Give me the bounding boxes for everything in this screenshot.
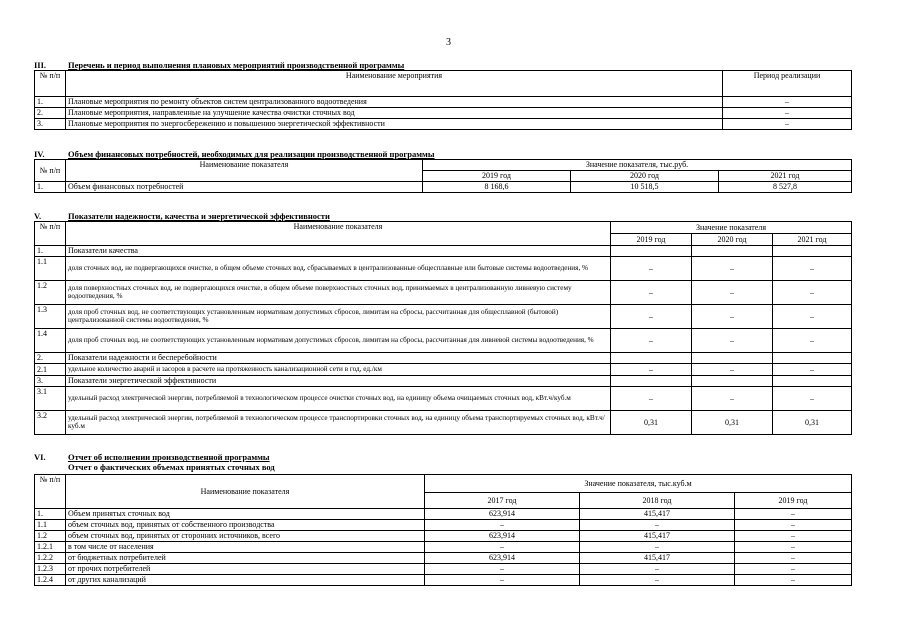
section-4-heading — [34, 149, 852, 159]
section-4 — [34, 149, 852, 193]
year-header: 2019 год — [423, 171, 571, 182]
table-row: 1.2.4 от других канализаций – – – — [35, 575, 852, 586]
col-header-num: № п/п — [35, 475, 66, 509]
col-header-num: № п/п — [35, 71, 66, 97]
section-subtitle: Отчет о фактических объемах принятых сточных вод — [68, 462, 275, 472]
indicators-table — [34, 221, 852, 435]
year-header: 2019 год — [735, 493, 852, 509]
table-row: 1. Плановые мероприятия по ремонту объектов систем централизованного водоотведения – — [35, 97, 852, 108]
financial-needs-table — [34, 159, 852, 193]
col-header-period: Период реализации — [723, 71, 852, 97]
col-header-num: № п/п — [35, 222, 66, 246]
section-title: Объем финансовых потребностей, необходимых для реализации производственной программы — [68, 149, 435, 159]
col-header-name: Наименование показателя — [66, 160, 423, 182]
group-row: 1. Показатели качества — [35, 246, 852, 257]
table-row: 1.2.2 от бюджетных потребителей 623,914 415,417 – — [35, 553, 852, 564]
section-6 — [34, 452, 852, 586]
group-row: 2. Показатели надежности и бесперебойности — [35, 353, 852, 364]
section-title: Отчет об исполнении производственной программы — [68, 452, 270, 462]
section-number: VI. — [34, 452, 46, 462]
table-row: 3. Плановые мероприятия по энергосбережению и повышению энергетической эффективности – — [35, 119, 852, 130]
year-header: 2020 год — [571, 171, 719, 182]
table-row: 1. Объем принятых сточных вод 623,914 415,417 – — [35, 509, 852, 520]
year-header: 2020 год — [692, 234, 773, 246]
section-title: Перечень и период выполнения плановых мероприятий производственной программы — [68, 60, 405, 70]
year-header: 2019 год — [611, 234, 692, 246]
table-row: 3.2 удельный расход электрической энергии, потребляемой в технологическом процессе транспортировки сточных вод, на единицу объема транспортируемых сточных вод, кВт.ч/куб.м 0,31 0,31 0,31 — [35, 411, 852, 435]
col-header-num: № п/п — [35, 160, 66, 182]
col-header-name: Наименование мероприятия — [66, 71, 723, 97]
col-header-value: Значение показателя — [611, 222, 852, 234]
table-row: 3.1 удельный расход электрической энергии, потребляемой в технологическом процессе очистки сточных вод, на единицу объема очищаемых сточных вод, кВт.ч/куб.м – – – — [35, 387, 852, 411]
page-number: 3 — [446, 37, 451, 48]
year-header: 2021 год — [773, 234, 852, 246]
table-row: 1.2.1 в том числе от населения – – – — [35, 542, 852, 553]
table-row: 2.1 удельное количество аварий и засоров в расчете на протяженность канализационной сети в год, ед./км – – – — [35, 364, 852, 376]
accepted-wastewater-table — [34, 474, 852, 586]
col-header-name: Наименование показателя — [66, 222, 611, 246]
planned-measures-table — [34, 70, 852, 130]
table-row: 2. Плановые мероприятия, направленные на улучшение качества очистки сточных вод – — [35, 108, 852, 119]
section-3 — [34, 60, 852, 130]
section-number: III. — [34, 60, 47, 70]
section-5 — [34, 211, 852, 435]
section-number: V. — [34, 211, 42, 221]
section-number: IV. — [34, 149, 45, 159]
table-row: 1.2.3 от прочих потребителей – – – — [35, 564, 852, 575]
col-header-name: Наименование показателя — [66, 475, 425, 509]
year-header: 2018 год — [580, 493, 735, 509]
table-row: 1.2 доля поверхностных сточных вод, не подвергающихся очистке, в общем объеме поверхностных сточных вод, принимаемых в централизованную ливневую систему водоотведения, % – – – — [35, 281, 852, 305]
table-row: 1.1 доля сточных вод, не подвергающихся очистке, в общем объеме сточных вод, сбрасываемых в централизованные общесплавные или бытовые системы водоотведения, % – – – — [35, 257, 852, 281]
section-3-heading — [34, 60, 852, 70]
year-header: 2021 год — [719, 171, 852, 182]
table-row: 1. Объем финансовых потребностей 8 168,6 10 518,5 8 527,8 — [35, 182, 852, 193]
year-header: 2017 год — [425, 493, 580, 509]
table-row: 1.1 объем сточных вод, принятых от собственного производства – – – — [35, 520, 852, 531]
table-row: 1.2 объем сточных вод, принятых от сторонних источников, всего 623,914 415,417 – — [35, 531, 852, 542]
table-row: 1.4 доля проб сточных вод, не соответствующих установленным нормативам допустимых сбросов, лимитам на сбросы, рассчитанная для ливневой системы водоотведения, % – – – — [35, 329, 852, 353]
section-title: Показатели надежности, качества и энергетической эффективности — [68, 211, 330, 221]
group-row: 3. Показатели энергетической эффективности — [35, 376, 852, 387]
col-header-value: Значение показателя, тыс.куб.м — [425, 475, 852, 493]
table-row: 1.3 доля проб сточных вод, не соответствующих установленным нормативам допустимых сбросов, лимитам на сбросы, рассчитанная для общесплавной (бытовой) централизованной системы водоотведения, % – – – — [35, 305, 852, 329]
col-header-value: Значение показателя, тыс.руб. — [423, 160, 852, 171]
section-5-heading — [34, 211, 852, 221]
section-6-heading — [34, 452, 852, 462]
